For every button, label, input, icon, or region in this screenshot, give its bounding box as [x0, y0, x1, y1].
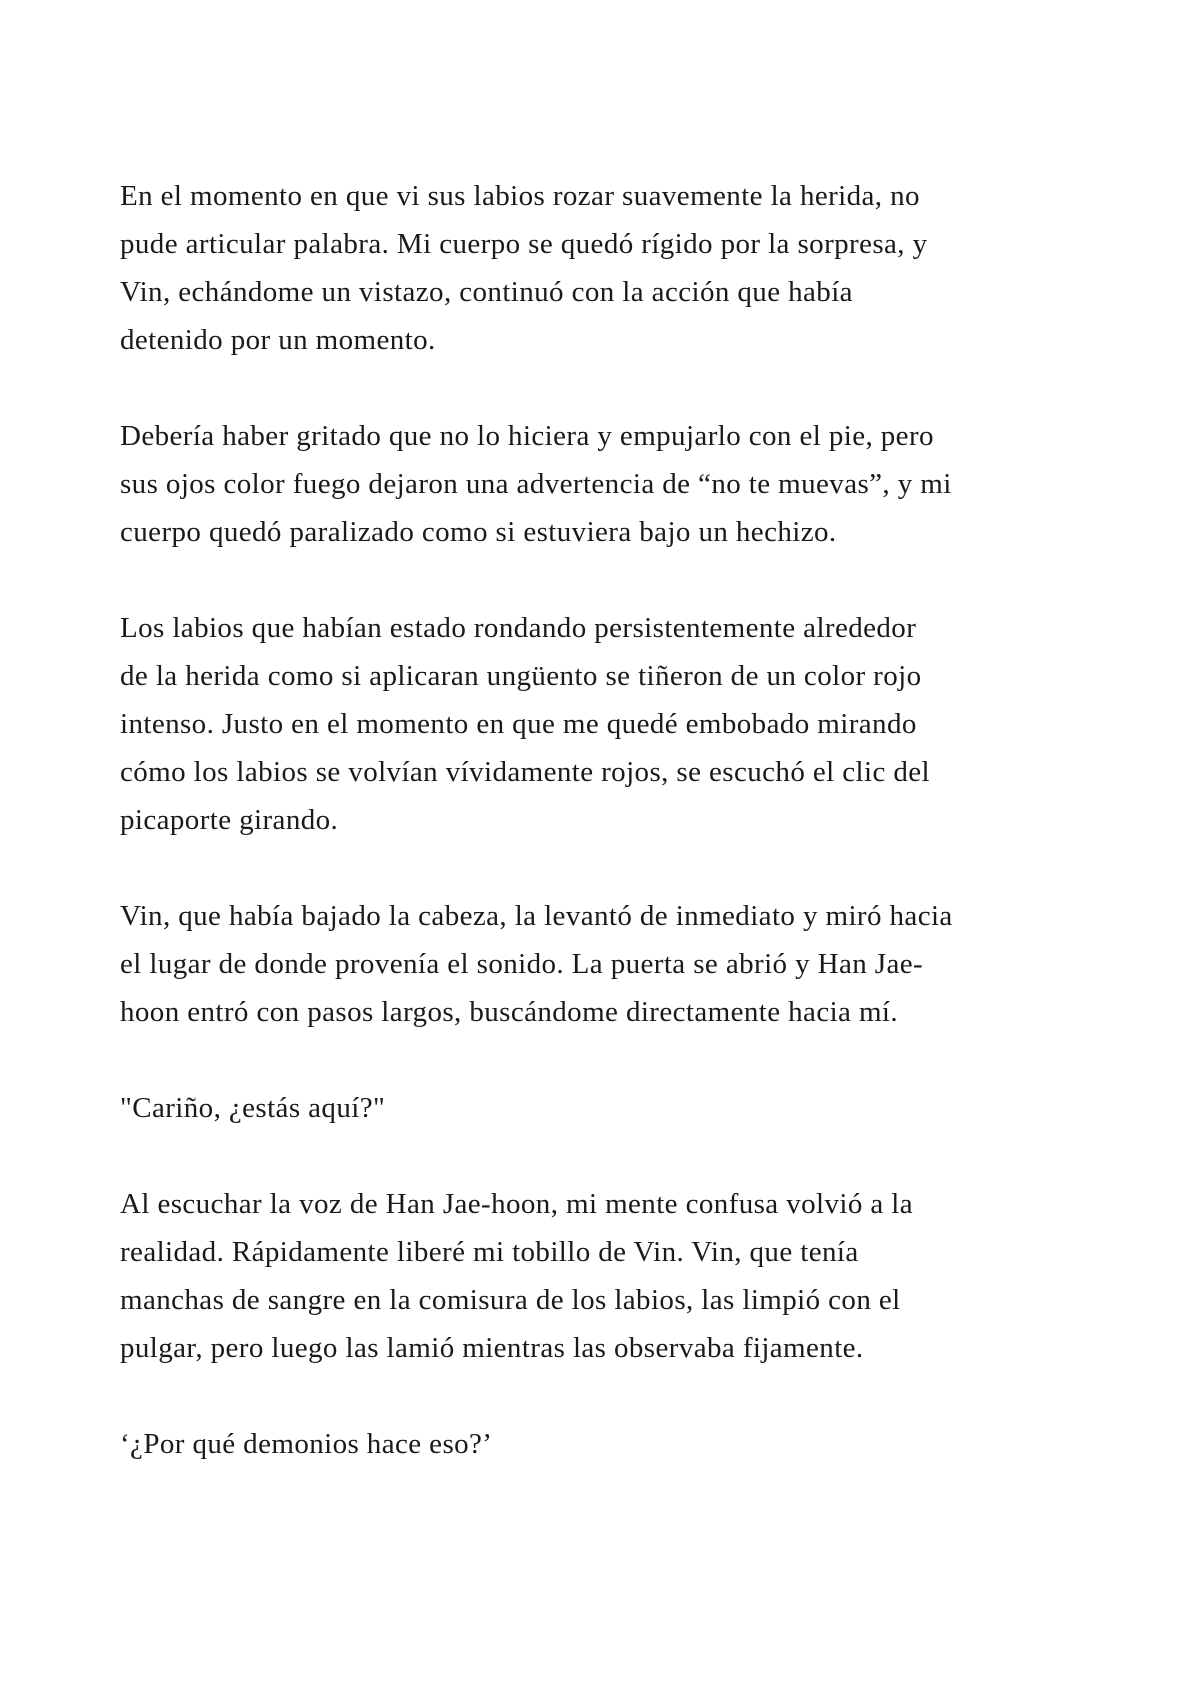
text-line: pulgar, pero luego las lamió mientras las observaba fijamente.	[120, 1332, 864, 1364]
text-line: pude articular palabra. Mi cuerpo se quedó rígido por la sorpresa, y	[120, 228, 928, 260]
text-line: cuerpo quedó paralizado como si estuviera bajo un hechizo.	[120, 516, 837, 548]
text-line: hoon entró con pasos largos, buscándome directamente hacia mí.	[120, 996, 899, 1028]
text-line: Vin, echándome un vistazo, continuó con la acción que había	[120, 276, 853, 308]
text-line: En el momento en que vi sus labios rozar suavemente la herida, no	[120, 180, 920, 212]
text-line: el lugar de donde provenía el sonido. La puerta se abrió y Han Jae-	[120, 948, 924, 980]
text-line: Vin, que había bajado la cabeza, la levantó de inmediato y miró hacia	[120, 900, 953, 932]
text-line: de la herida como si aplicaran ungüento se tiñeron de un color rojo	[120, 660, 922, 692]
paragraph	[120, 172, 1080, 364]
paragraph	[120, 892, 1080, 1036]
text-line: Los labios que habían estado rondando persistentemente alrededor	[120, 612, 917, 644]
text-line: detenido por un momento.	[120, 324, 436, 356]
text-line: sus ojos color fuego dejaron una advertencia de “no te muevas”, y mi	[120, 468, 952, 500]
text-line: intenso. Justo en el momento en que me quedé embobado mirando	[120, 708, 917, 740]
text-line: Debería haber gritado que no lo hiciera y empujarlo con el pie, pero	[120, 420, 934, 452]
paragraph	[120, 1084, 1080, 1132]
paragraph	[120, 1180, 1080, 1372]
text-line: "Cariño, ¿estás aquí?"	[120, 1092, 386, 1124]
paragraph	[120, 412, 1080, 556]
text-line: realidad. Rápidamente liberé mi tobillo de Vin. Vin, que tenía	[120, 1236, 859, 1268]
text-line: picaporte girando.	[120, 804, 339, 836]
text-line: manchas de sangre en la comisura de los labios, las limpió con el	[120, 1284, 901, 1316]
text-line: cómo los labios se volvían vívidamente rojos, se escuchó el clic del	[120, 756, 931, 788]
document-page	[120, 172, 1080, 1516]
text-line: ‘¿Por qué demonios hace eso?’	[120, 1428, 493, 1460]
paragraph	[120, 604, 1080, 844]
text-line: Al escuchar la voz de Han Jae-hoon, mi mente confusa volvió a la	[120, 1188, 914, 1220]
paragraph	[120, 1420, 1080, 1468]
